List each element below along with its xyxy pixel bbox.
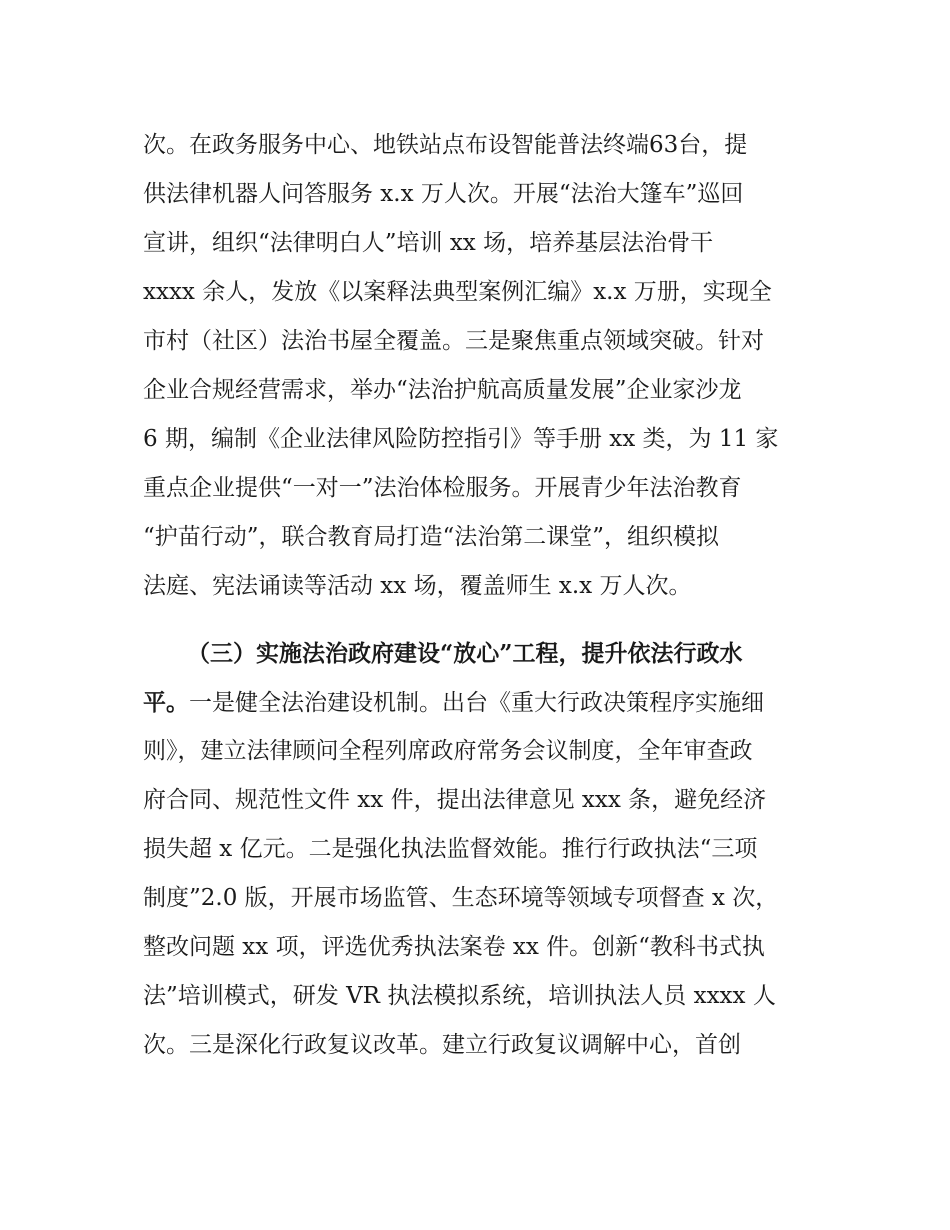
paragraph-2-line: 损失超 x 亿元。二是强化执法监督效能。推行行政执法“三项 — [143, 836, 758, 862]
paragraph-1-line: 市村（社区）法治书屋全覆盖。三是聚焦重点领域突破。针对 — [143, 328, 764, 354]
section-heading-end: 平。 — [143, 689, 189, 716]
paragraph-1-line: 法庭、宪法诵读等活动 xx 场，覆盖师生 x.x 万人次。 — [143, 573, 692, 599]
paragraph-2-line: 府合同、规范性文件 xx 件，提出法律意见 xxx 条，避免经济 — [143, 787, 767, 813]
paragraph-1-line: 企业合规经营需求，举办“法治护航高质量发展”企业家沙龙 — [143, 377, 742, 403]
paragraph-2-line: 则》，建立法律顾问全程列席政府常务会议制度，全年审查政 — [143, 738, 753, 764]
paragraph-1-line: 供法律机器人问答服务 x.x 万人次。开展“法治大篷车”巡回 — [143, 181, 744, 207]
paragraph-2-line: 法”培训模式，研发 VR 执法模拟系统，培训执法人员 xxxx 人 — [143, 983, 776, 1009]
section-heading: （三）实施法治政府建设“放心”工程，提升依法行政水 — [187, 640, 743, 667]
paragraph-1-line: 重点企业提供“一对一”法治体检服务。开展青少年法治教育 — [143, 475, 742, 501]
paragraph-2-line — [143, 678, 815, 727]
paragraph-2-line: 整改问题 xx 项，评选优秀执法案卷 xx 件。创新“教科书式执 — [143, 934, 765, 960]
paragraph-2-line-rest: 一是健全法治建设机制。出台《重大行政决策程序实施细 — [189, 690, 764, 716]
body-text — [143, 121, 815, 1070]
paragraph-1-line: 6 期，编制《企业法律风险防控指引》等手册 xx 类，为 11 家 — [143, 426, 779, 452]
paragraph-2-line: 制度”2.0 版，开展市场监管、生态环境等领域专项督查 x 次， — [143, 885, 779, 911]
paragraph-1-line: 次。在政务服务中心、地铁站点布设智能普法终端63台，提 — [143, 132, 748, 158]
paragraph-1-line: “护苗行动”，联合教育局打造“法治第二课堂”，组织模拟 — [143, 524, 720, 550]
paragraph-2-line: 次。三是深化行政复议改革。建立行政复议调解中心，首创 — [143, 1032, 741, 1058]
paragraph-1-line: 宣讲，组织“法律明白人”培训 xx 场，培养基层法治骨干 — [143, 230, 714, 256]
paragraph-1-line: xxxx 余人，发放《以案释法典型案例汇编》x.x 万册，实现全 — [143, 279, 772, 305]
paragraph-gap — [143, 611, 815, 629]
